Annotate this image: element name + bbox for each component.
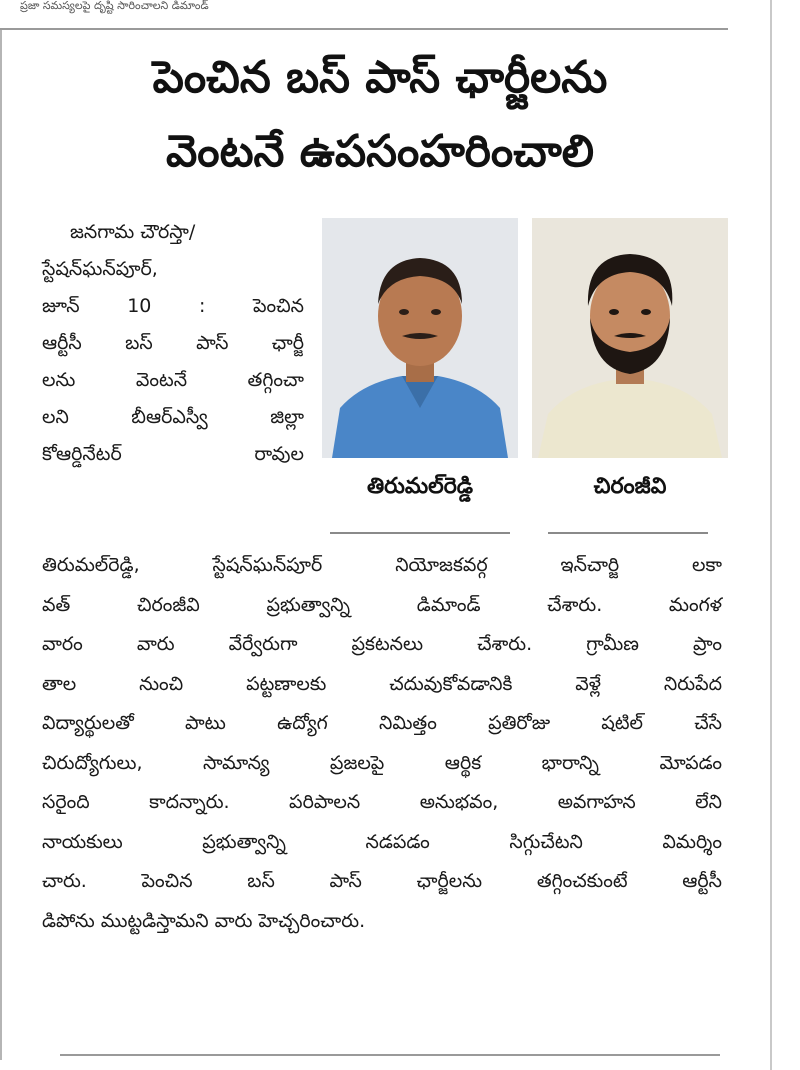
lead-line: జూన్ 10 : పెంచిన [42,295,304,317]
photo-chiranjeevi [532,218,728,458]
left-column-border [0,30,2,1060]
person-portrait-1 [322,218,518,458]
person-portrait-2 [532,218,728,458]
headline-line-1: పెంచిన బస్ పాస్ ఛార్జీలను [152,52,608,103]
photo-tirumal-reddy [322,218,518,458]
body-line: సరైంది కాదన్నారు. పరిపాలన అనుభవం, అవగాహన లేని [42,791,722,813]
bottom-divider [60,1054,720,1056]
body-line: విద్యార్థులతో పాటు ఉద్యోగ నిమిత్తం ప్రతిరోజు షటిల్ చేసే [42,712,722,734]
body-line: వారం వారు వేర్వేరుగా ప్రకటనలు చేశారు. గ్రామీణ ప్రాం [42,633,722,655]
caption-underline-1 [330,532,510,534]
right-column-border [770,0,772,1070]
lead-line: జనగామ చౌరస్తా/ [70,221,196,243]
headline-line-2: వెంటనే ఉపసంహరించాలి [166,126,594,177]
previous-article-fragment: ప్రజా సమస్యలపై దృష్టి సారించాలని డిమాండ్ [20,0,209,12]
lead-paragraph [42,214,304,473]
body-line: నాయకులు ప్రభుత్వాన్ని నడపడం సిగ్గుచేటని విమర్శిం [42,830,722,853]
body-line: చారు. పెంచిన బస్ పాస్ ఛార్జీలను తగ్గించకుంటే ఆర్టీసీ [42,870,722,892]
top-divider [0,28,728,30]
caption-underline-2 [548,532,708,534]
body-line: తిరుమల్‌రెడ్డి, స్టేషన్‌ఘన్‌పూర్ నియోజకవర్గ ఇన్‌చార్జి లకా [42,554,722,576]
lead-line: కోఆర్డినేటర్ రావుల [42,443,304,465]
photo-caption-2: చిరంజీవి [593,474,667,499]
body-line: వత్ చిరంజీవి ప్రభుత్వాన్ని డిమాండ్ చేశారు. మంగళ [42,593,722,616]
lead-line: లని బీఆర్ఎస్వీ జిల్లా [42,406,304,428]
body-line: తాల నుంచి పట్టణాలకు చదువుకోవడానికి వెళ్లే నిరుపేద [42,672,722,695]
photo-caption-1: తిరుమల్‌రెడ్డి [366,474,474,499]
body-line: డిపోను ముట్టడిస్తామని వారు హెచ్చరించారు. [42,909,366,932]
body-paragraph [42,546,722,941]
lead-line: స్టేషన్‌ఘన్‌పూర్, [42,258,158,280]
lead-line: ఆర్టీసీ బస్ పాస్ ఛార్జీ [42,332,304,354]
body-line: చిరుద్యోగులు, సామాన్య ప్రజలపై ఆర్థిక భారాన్ని మోపడం [42,751,722,774]
lead-line: లను వెంటనే తగ్గించా [42,369,304,391]
